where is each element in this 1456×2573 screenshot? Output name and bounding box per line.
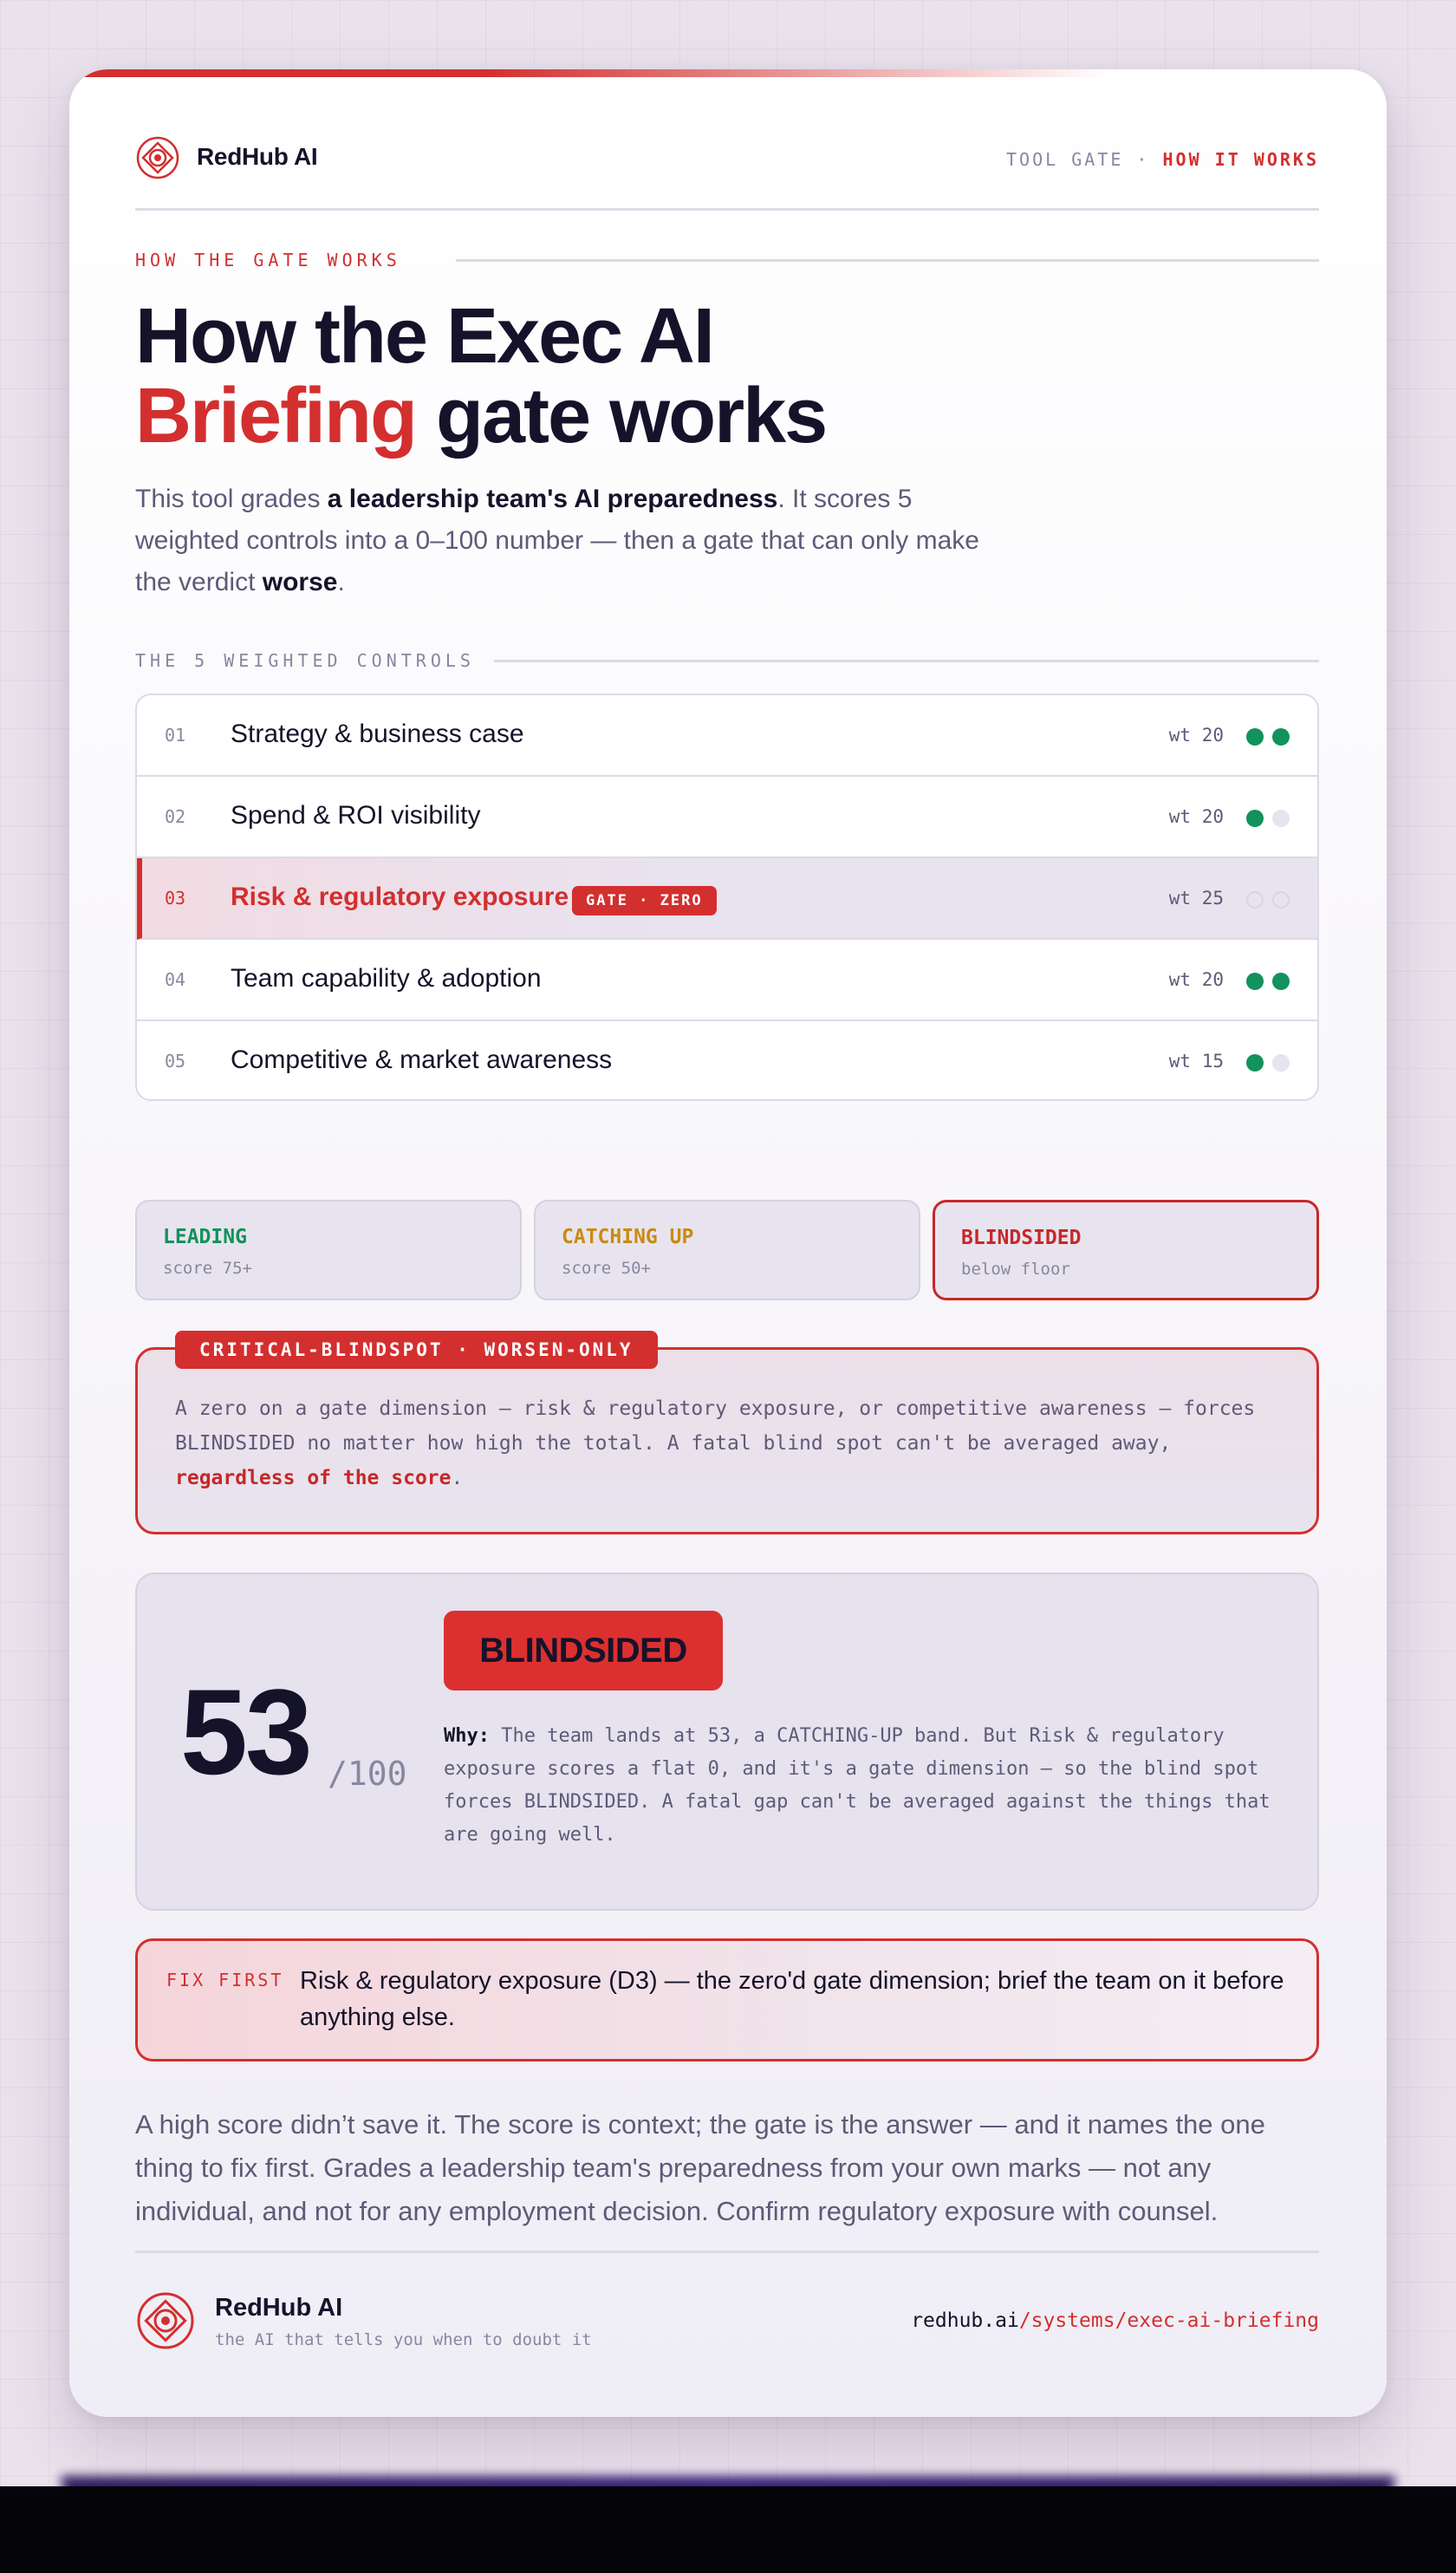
top-nav	[1006, 149, 1319, 170]
level-dot-filled	[1246, 973, 1264, 990]
control-name: Competitive & market awareness	[231, 1045, 613, 1074]
controls-section-line	[494, 660, 1319, 662]
title-line-1: How the Exec AI	[135, 293, 713, 380]
level-dot-filled	[1246, 1054, 1264, 1072]
control-row	[137, 777, 1317, 858]
level-dot-filled	[1246, 810, 1264, 827]
level-dot-empty	[1272, 1054, 1290, 1072]
control-number: 04	[165, 969, 186, 990]
header-divider	[135, 208, 1319, 211]
control-number: 02	[165, 806, 186, 827]
control-weight: wt 20	[1168, 725, 1224, 746]
band-title: BLINDSIDED	[961, 1227, 1082, 1249]
critical-blindspot-text	[175, 1391, 1293, 1495]
nav-how-it-works[interactable]: HOW IT WORKS	[1162, 149, 1319, 170]
band-subtitle: score 50+	[562, 1259, 651, 1278]
band-catching-up	[534, 1200, 920, 1300]
control-row	[137, 695, 1317, 777]
redhub-logo-icon	[135, 135, 180, 180]
lede-bold: a leadership team's AI preparedness	[327, 485, 778, 513]
fix-first-text: Risk & regulatory exposure (D3) — the zero'd gate dimension; brief the team on it before anything else.	[300, 1967, 1284, 2031]
control-level-dots	[1246, 1054, 1290, 1072]
control-row	[137, 940, 1317, 1021]
control-number: 01	[165, 725, 186, 746]
level-dot-empty	[1272, 810, 1290, 827]
control-level-dots	[1246, 973, 1290, 990]
control-row	[137, 1021, 1317, 1101]
title-rest: gate works	[436, 373, 827, 459]
url-host[interactable]: redhub.ai	[911, 2309, 1019, 2332]
footer-divider	[135, 2251, 1319, 2253]
band-leading	[135, 1200, 522, 1300]
card-accent-line	[69, 69, 1109, 77]
level-dot-empty	[1246, 891, 1264, 909]
control-name: Team capability & adoption	[231, 964, 542, 993]
control-name: Spend & ROI visibility	[231, 801, 481, 830]
control-number: 03	[165, 888, 186, 909]
lede-end: .	[337, 568, 345, 596]
level-dot-empty	[1272, 891, 1290, 909]
page-title	[135, 293, 827, 459]
title-highlight: Briefing	[135, 373, 417, 459]
control-level-dots	[1246, 728, 1290, 746]
control-weight: wt 15	[1168, 1051, 1224, 1072]
controls-section-label: THE 5 WEIGHTED CONTROLS	[135, 650, 475, 671]
band-title: CATCHING UP	[562, 1226, 694, 1248]
band-blindsided	[933, 1200, 1319, 1300]
closing-paragraph: A high score didn’t save it. The score is context; the gate is the answer — and it names the one thing to fix first. Grades a leadership team's preparedness from your own marks — not any individual, and not for any employment decision. Confirm regulatory exposure with counsel.	[135, 2109, 1265, 2226]
brand-name: RedHub AI	[197, 143, 318, 170]
lede-bold-2: worse	[262, 568, 338, 596]
why-text: The team lands at 53, a CATCHING-UP band. But Risk & regulatory exposure scores a flat 0, and it's a gate dimension — so the blind spot forces BLINDSIDED. A fatal gap can't be averaged against the things that are going well.	[444, 1725, 1271, 1846]
level-dot-filled	[1272, 728, 1290, 746]
critical-blindspot-tag: CRITICAL-BLINDSPOT · WORSEN-ONLY	[175, 1331, 658, 1369]
control-level-dots	[1246, 810, 1290, 827]
fix-first-label: FIX FIRST	[166, 1970, 284, 1990]
redhub-logo-icon	[135, 2290, 196, 2351]
lede-text-2: . It scores 5 weighted controls into a 0–100 number — then a gate that can only make the verdict	[135, 485, 979, 596]
title-line-2	[135, 373, 827, 459]
eyebrow: HOW THE GATE WORKS	[135, 250, 401, 270]
score-denominator: /100	[328, 1755, 407, 1793]
control-name: Strategy & business case	[231, 720, 524, 748]
url-path[interactable]: /systems/exec-ai-briefing	[1018, 2309, 1319, 2332]
band-subtitle: score 75+	[163, 1259, 252, 1278]
footer-tagline: the AI that tells you when to doubt it	[215, 2330, 592, 2349]
eyebrow-line	[456, 259, 1319, 262]
control-weight: wt 25	[1168, 888, 1224, 909]
lede-text: This tool grades	[135, 485, 328, 513]
level-dot-filled	[1246, 728, 1264, 746]
score-value: 53	[180, 1664, 310, 1800]
bottom-bar	[0, 2486, 1456, 2573]
nav-separator: ·	[1136, 149, 1150, 170]
band-subtitle: below floor	[961, 1260, 1070, 1279]
band-title: LEADING	[163, 1226, 247, 1248]
footer-brand: RedHub AI	[215, 2294, 343, 2322]
gate-card	[69, 69, 1387, 2417]
control-level-dots	[1246, 891, 1290, 909]
controls-table	[135, 694, 1319, 1101]
lede	[135, 479, 1002, 603]
gate-zero-badge: GATE · ZERO	[572, 886, 717, 915]
control-weight: wt 20	[1168, 969, 1224, 990]
why-label: Why:	[444, 1725, 490, 1747]
level-dot-filled	[1272, 973, 1290, 990]
verdict-explanation	[444, 1720, 1276, 1852]
footer-url-link[interactable]	[911, 2309, 1319, 2332]
critical-text-highlight: regardless of the score	[175, 1467, 452, 1489]
control-weight: wt 20	[1168, 806, 1224, 827]
verdict-badge: BLINDSIDED	[444, 1611, 723, 1690]
critical-text: A zero on a gate dimension — risk & regulatory exposure, or competitive awareness — forces BLINDSIDED no matter how high the total. A fatal blind spot can't be averaged away,	[175, 1397, 1256, 1455]
critical-text-end: .	[451, 1467, 464, 1489]
control-number: 05	[165, 1051, 186, 1072]
control-row-gate	[137, 858, 1317, 940]
nav-tool-gate[interactable]: TOOL GATE	[1005, 149, 1124, 170]
control-name: Risk & regulatory exposure	[231, 883, 569, 911]
